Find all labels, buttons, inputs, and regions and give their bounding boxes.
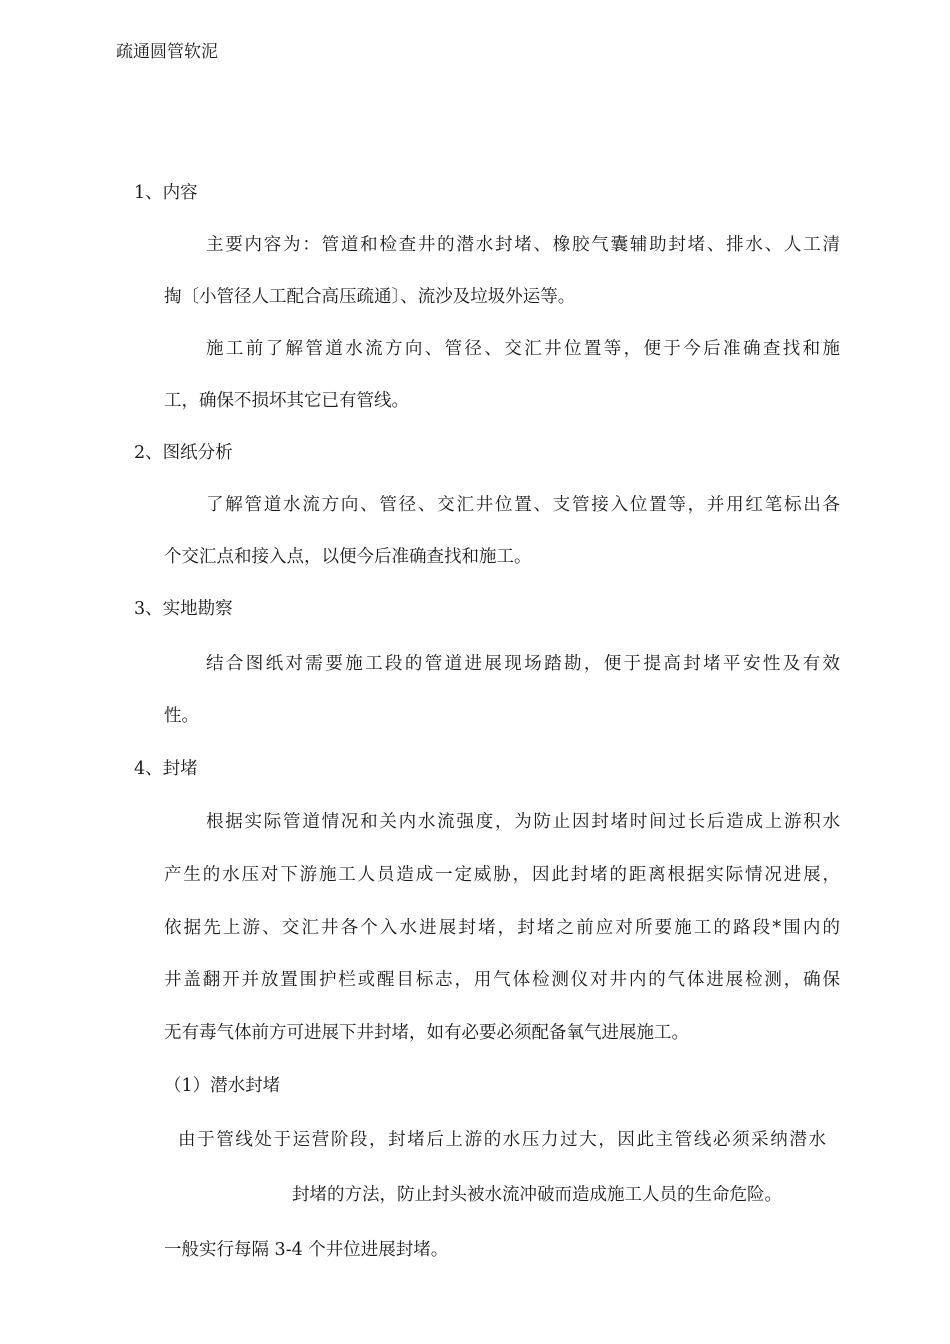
paragraph-line: 无有毒气体前方可进展下井封堵，如有必要必须配备氧气进展施工。 (164, 1023, 689, 1043)
paragraph-line: 井盖翻开并放置围护栏或醒目标志，用气体检测仪对井内的气体进展检测，确保 (164, 970, 840, 990)
paragraph-line: 一般实行每隔 3-4 个井位进展封堵。 (164, 1240, 449, 1260)
paragraph-line: 由于管线处于运营阶段，封堵后上游的水压力过大，因此主管线必须采纳潜水 (178, 1130, 826, 1150)
paragraph-line: 主要内容为：管道和检查井的潜水封堵、橡胶气囊辅助封堵、排水、人工清 (206, 235, 840, 255)
paragraph-line: 掏〔小管径人工配合高压疏通〕、流沙及垃圾外运等。 (164, 287, 576, 307)
subsection-heading: （1）潜水封堵 (164, 1076, 281, 1096)
section-heading-4: 4、封堵 (134, 759, 198, 779)
section-heading-2: 2、图纸分析 (134, 443, 233, 463)
paragraph-line: 依据先上游、交汇井各个入水进展封堵，封堵之前应对所要施工的路段*围内的 (164, 918, 840, 938)
document-header: 疏通圆管软泥 (116, 42, 218, 62)
paragraph-line: 工，确保不损坏其它已有管线。 (164, 391, 409, 411)
paragraph-line: 根据实际管道情况和关内水流强度，为防止因封堵时间过长后造成上游积水 (206, 812, 840, 832)
paragraph-line: 产生的水压对下游施工人员造成一定威胁，因此封堵的距离根据实际情况进展， (164, 865, 840, 885)
paragraph-line: 性。 (164, 706, 199, 726)
section-heading-3: 3、实地勘察 (134, 599, 233, 619)
paragraph-line: 封堵的方法，防止封头被水流冲破而造成施工人员的生命危险。 (292, 1185, 782, 1205)
paragraph-line: 了解管道水流方向、管径、交汇井位置、支管接入位置等，并用红笔标出各 (206, 495, 840, 515)
paragraph-line: 个交汇点和接入点，以便今后准确查找和施工。 (164, 547, 532, 567)
paragraph-line: 结合图纸对需要施工段的管道进展现场踏勘，便于提高封堵平安性及有效 (206, 654, 840, 674)
section-heading-1: 1、内容 (134, 183, 198, 203)
paragraph-line: 施工前了解管道水流方向、管径、交汇井位置等，便于今后准确查找和施 (206, 339, 840, 359)
